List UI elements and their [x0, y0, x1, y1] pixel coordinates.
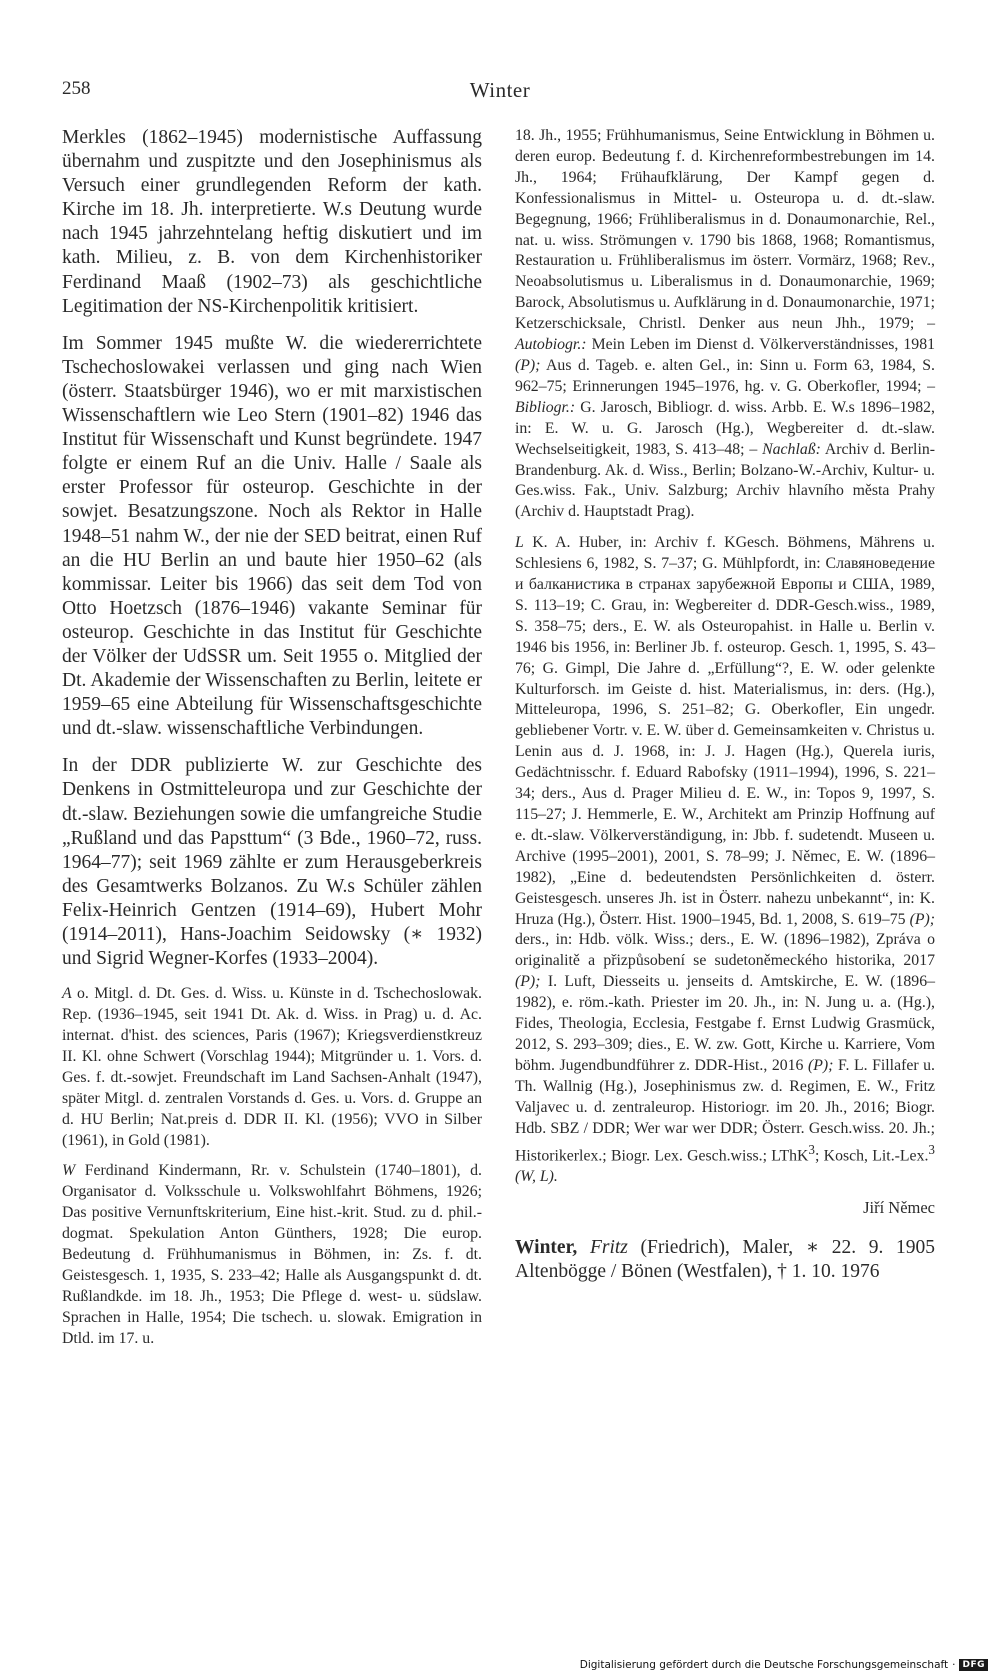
next-entry-surname: Winter,	[515, 1236, 578, 1258]
autobiography-text: Mein Leben im Dienst d. Völkerverständnisses, 1981	[586, 336, 935, 354]
literature-section	[515, 533, 935, 1187]
portrait-mark: (P);	[909, 910, 935, 928]
bibliography-label: Bibliogr.:	[515, 398, 576, 416]
literature-text-2: ders., in: Hdb. völk. Wiss.; ders., E. W. (1896–1982), Zpráva o originalitě a přizpůsobení se sudetoněmeckého historika, 2017	[515, 931, 935, 970]
footer-credit: Digitalisierung gefördert durch die Deutsche Forschungsgemeinschaft	[579, 1659, 949, 1671]
portrait-mark: (P);	[807, 1056, 834, 1074]
estate-label: Nachlaß:	[762, 440, 821, 458]
right-column	[515, 126, 935, 1285]
portrait-mark: (P);	[515, 356, 541, 374]
paragraph-ddr-work: In der DDR publizierte W. zur Geschichte des Denkens in Ostmitteleuropa und zur Geschichte der dt.-slaw. Beziehungen sowie die umfangreiche Studie „Rußland und das Papsttum“ (3 Bde., 1960–72, russ. 1964–77); seit 1969 zählte er zum Herausgeberkreis des Gesamtwerks Bolzanos. Zu W.s Schüler zählen Felix-Heinrich Gentzen (1914–69), Hubert Mohr (1914–2011), Hans-Joachim Seidowsky (∗ 1932) und Sigrid Wegner-Korfes (1933–2004).	[62, 755, 482, 970]
next-entry-details: (Friedrich), Maler, ∗ 22. 9. 1905 Altenbögge / Bönen (Westfalen), † 1. 10. 1976	[515, 1236, 936, 1283]
footer-separator: ·	[952, 1659, 956, 1671]
paragraph-josephinismus: Merkles (1862–1945) modernistische Auffassung übernahm und zuspitzte und den Josephinismus als Versuch einer grundlegenden Reform der kath. Kirche im 18. Jh. interpretierte. W.s Deutung wurde nach 1945 jahrzehntelang heftig diskutiert und im kath. Milieu, z. B. von dem Kirchenhistoriker Ferdinand Maaß (1902–73) als geschichtliche Legitimation der NS-Kirchenpolitik kritisiert.	[62, 127, 482, 317]
portrait-mark: (P);	[515, 973, 541, 991]
running-title: Winter	[469, 78, 531, 102]
literature-text-1: K. A. Huber, in: Archiv f. KGesch. Böhmens, Mährens u. Schlesiens 6, 1982, S. 7–37; G. Mühlpfordt, in: Славяноведение и балканистика в странах зарубежной Европы и США, 1989, S. 113–19; C. Grau, in: Wegbereiter d. DDR-Gesch.wiss., 1989, S. 358–75; ders., E. W. als Osteuropahist. in Halle u. Berlin v. 1946 bis 1956, in: Berliner Jb. f. osteurop. Gesch. 1, 1995, S. 43–76; G. Gimpl, Die Jahre d. „Erfüllung“?, E. W. oder gelenkte Kulturforsch. im Geiste d. hist. Materialismus, in: ders. (Hg.), Mitteleuropa, 1996, S. 251–82; G. Oberkofler, Ein ungedr. gebliebener Vortr. v. E. W. über d. Gemeinsamkeiten v. Christus u. Lenin aus d. J. 1968, in: J. J. Hagen (Hg.), Querela iuris, Gedächtnisschr. f. Eduard Rabofsky (1911–1994), 1996, S. 221–34; ders., Aus d. Prager Milieu d. E. W., in: Topos 9, 1997, S. 115–27; J. Hemmerle, E. W., Architekt am Prinzip Hoffnung auf e. dt.-slaw. Völkerverständigung, in: Jbb. f. sudetendt. Museen u. Archive (1995–2001), 2001, S. 78–99; J. Němec, E. W. (1896–1982), „Eine d. bedeutendsten Persönlichkeiten d. österr. Geistesgesch. unseres Jh. ist in Österr. nahezu unbekannt“, in: K. Hruza (Hg.), Österr. Hist. 1900–1945, Bd. 1, 2008, S. 619–75	[515, 534, 935, 928]
literature-sigil: L	[515, 534, 524, 552]
dfg-logo-icon: DFG	[959, 1659, 988, 1671]
literature-text-5: ; Kosch, Lit.-Lex.	[815, 1146, 929, 1164]
works-continued	[515, 126, 935, 523]
literature-text-4: F. L. Fillafer u. Th. Wallnig (Hg.), Josephinismus zw. d. Regimen, E. W., Fritz Valjavec u. d. zentraleurop. Historiogr. im 20. Jh., 2016; Biogr. Hdb. SBZ / DDR; Wer war wer DDR; Österr. Gesch.wiss. 20. Jh.; Historikerlex.; Biogr. Lex. Gesch.wiss.; LThK	[515, 1056, 935, 1164]
running-head	[62, 78, 938, 106]
works-text: Ferdinand Kindermann, Rr. v. Schulstein (1740–1801), d. Organisator d. Volksschule u. Volkswohlfahrt Böhmens, 1926; Das positive Vernunftskriterium, Eine hist.-krit. Stud. zu d. phil.-dogmat. Spekulation Anton Günthers, 1928; Die europ. Bedeutung d. Frühhumanismus in Böhmen, in: Zs. f. dt. Geistesgesch. 1, 1935, S. 233–42; Halle als Ausgangspunkt d. dt. Rußlandkde. im 18. Jh., 1953; Die Pflege d. west- u. südslaw. Sprachen in Halle, 1954; Die tschech. u. slowak. Emigration in Dtld. im 17. u.	[62, 1162, 482, 1347]
next-entry-heading	[515, 1236, 935, 1285]
left-column	[62, 126, 482, 1360]
next-entry-given-name: Fritz	[589, 1236, 628, 1258]
edition-superscript: 3	[808, 1141, 815, 1157]
autobiography-label: Autobiogr.:	[515, 336, 587, 354]
paragraph-career: Im Sommer 1945 mußte W. die wiedererrichtete Tschechoslowakei verlassen und ging nach Wien (österr. Staatsbürger 1946), wo er mit marxistischen Wissenschaftlern wie Leo Stern (1901–82) 1946 das Institut für Wissenschaft und Kunst begründete. 1947 folgte er einem Ruf an die Univ. Halle / Saale als erster Professor für osteurop. Geschichte in der sowjet. Besatzungszone. Noch als Rektor in Halle 1948–51 nahm W., der nie der SED beitrat, einen Ruf an die HU Berlin an und baute hier 1950–62 (als kommissar. Leiter bis 1966) das seit dem Tod von Otto Hoetzsch (1876–1946) vakante Seminar für osteurop. Geschichte in das Institut für Geschichte der Völker der UdSSR um. Seit 1955 o. Mitglied der Dt. Akademie der Wissenschaften zu Berlin, leitete er 1959–65 eine Abteilung für Wissenschaftsgeschichte und dt.-slaw. wissenschaftliche Verbindungen.	[62, 332, 482, 740]
author-signature: Jiří Němec	[863, 1197, 935, 1217]
estate-text: Archiv d. Berlin-Brandenburg. Ak. d. Wiss., Berlin; Bolzano-W.-Archiv, Kultur- u. Ges.wiss. Fak., Univ. Salzburg; Archiv hlavního města Prahy (Archiv d. Hauptstadt Prag).	[515, 440, 935, 521]
bibliography-text: G. Jarosch, Bibliogr. d. wiss. Arbb. E. W.s 1896–1982, in: E. W. u. G. Jarosch (Hg.), Wegbereiter d. dt.-slaw. Wechselseitigkeit, 1983, S. 413–48; –	[515, 398, 935, 458]
works-section	[62, 1161, 482, 1349]
works-sigil: W	[62, 1162, 76, 1180]
awards-text: o. Mitgl. d. Dt. Ges. d. Wiss. u. Künste in d. Tschechoslowak. Rep. (1936–1945, seit 1941 Dt. Ak. d. Wiss. in Prag) u. d. Ac. internat. d'hist. des sciences, Paris (1967); Kriegsverdienstkreuz II. Kl. ohne Schwert (Vorschlag 1944); Mitgründer u. 1. Vors. d. Ges. f. dt.-sowjet. Freundschaft im Land Sachsen-Anhalt (1947), später Mitgl. d. zentralen Vorstands d. Ges. u. Vors. d. Gruppe an d. HU Berlin; Nat.preis d. DDR II. Kl. (1956); VVO in Silber (1961), in Gold (1981).	[62, 985, 482, 1149]
edition-superscript: 3	[928, 1141, 935, 1157]
page-number: 258	[62, 78, 91, 99]
works-continued-text: 18. Jh., 1955; Frühhumanismus, Seine Entwicklung in Böhmen u. deren europ. Bedeutung f. d. Kirchenreformbestrebungen im 14. Jh., 1964; Frühaufklärung, Der Kampf gegen d. Konfessionalismus in Mittel- u. Osteuropa u. d. dt.-slaw. Begegnung, 1966; Frühliberalismus in d. Donaumonarchie, Rel., nat. u. wiss. Strömungen v. 1790 bis 1868, 1968; Romantismus, Restauration u. Frühliberalismus im österr. Vormärz, 1968; Rev., Neoabsolutismus u. Liberalismus in d. Donaumonarchie, 1969; Barock, Absolutismus u. Aufklärung in d. Donaumonarchie, 1971; Ketzerschicksale, Christl. Denker aus neun Jhh., 1979; –	[515, 127, 935, 333]
works-literature-mark: (W, L).	[515, 1167, 558, 1185]
literature-text-3: I. Luft, Diesseits u. jenseits d. Amtskirche, E. W. (1896–1982), e. röm.-kath. Priester im 20. Jh., in: N. Jung u. a. (Hg.), Fides, Theologia, Ecclesia, Festgabe f. Ernst Ludwig Grasmück, 2012, S. 293–309; dies., E. W. zw. Gott, Kirche u. Karriere, Vom böhm. Jugendbundführer z. DDR-Hist., 2016	[515, 973, 935, 1074]
awards-sigil: A	[62, 985, 72, 1003]
digitization-footer	[580, 1659, 988, 1671]
awards-section	[62, 984, 482, 1151]
diary-text: Aus d. Tageb. e. alten Gel., in: Sinn u. Form 63, 1984, S. 962–75; Erinnerungen 1945–1976, hg. v. G. Oberkofler, 1994; –	[515, 356, 935, 395]
